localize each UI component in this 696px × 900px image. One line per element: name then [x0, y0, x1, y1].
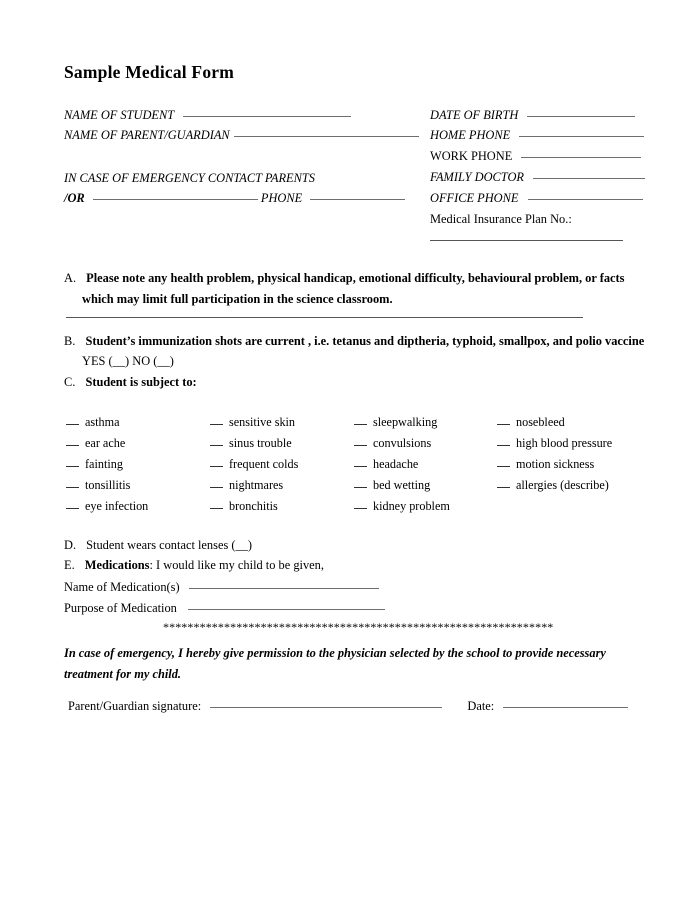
section-d-text[interactable]: Student wears contact lenses (__) [86, 538, 253, 552]
checkbox-blank[interactable] [66, 424, 79, 425]
checkbox-blank[interactable] [497, 466, 510, 467]
field-or-phone [64, 191, 405, 205]
checkbox-blank[interactable] [354, 487, 367, 488]
work-phone-input-line[interactable] [521, 157, 641, 158]
phone-input-line[interactable] [310, 199, 405, 200]
date-of-birth-input-line[interactable] [527, 116, 635, 117]
section-a-marker: A. [64, 271, 77, 285]
checkbox-blank[interactable] [210, 508, 223, 509]
checkbox-blank[interactable] [210, 487, 223, 488]
signature-input-line[interactable] [210, 707, 442, 708]
list-item-label: sleepwalking [373, 415, 438, 429]
checkbox-blank[interactable] [354, 466, 367, 467]
list-item[interactable] [354, 436, 431, 451]
list-item[interactable] [497, 436, 612, 451]
section-c-marker: C. [64, 375, 76, 389]
list-item[interactable] [354, 415, 437, 430]
section-e-bold-label: Medications [84, 558, 150, 572]
phone-label: PHONE [260, 191, 303, 205]
list-item[interactable] [66, 436, 125, 451]
list-item-label: sinus trouble [229, 436, 292, 450]
list-item[interactable] [66, 415, 120, 430]
list-item-label: high blood pressure [516, 436, 613, 450]
section-c-text: Student is subject to: [85, 375, 197, 389]
list-item[interactable] [497, 457, 594, 472]
checkbox-blank[interactable] [497, 424, 510, 425]
list-item[interactable] [497, 478, 609, 493]
list-item-label: ear ache [85, 436, 126, 450]
field-work-phone [430, 149, 641, 163]
list-item-label: eye infection [85, 499, 149, 513]
list-item[interactable] [354, 499, 450, 514]
field-label: DATE OF BIRTH [430, 108, 519, 122]
checkbox-blank[interactable] [210, 424, 223, 425]
home-phone-input-line[interactable] [519, 136, 644, 137]
list-item-label: bed wetting [373, 478, 431, 492]
section-e [64, 558, 324, 572]
list-item-label: kidney problem [373, 499, 450, 513]
section-b-marker: B. [64, 334, 76, 348]
section-e-text: : I would like my child to be given, [149, 558, 324, 572]
checkbox-blank[interactable] [66, 487, 79, 488]
field-label: NAME OF STUDENT [64, 108, 174, 122]
section-b-answer[interactable]: YES (__) NO (__) [82, 354, 174, 368]
field-home-phone [430, 128, 644, 142]
list-item-label: allergies (describe) [516, 478, 609, 492]
list-item[interactable] [210, 436, 292, 451]
section-d-marker: D. [64, 538, 77, 552]
section-b [64, 334, 644, 348]
checkbox-blank[interactable] [66, 466, 79, 467]
checkbox-blank[interactable] [354, 424, 367, 425]
checkbox-blank[interactable] [497, 487, 510, 488]
field-insurance-label: Medical Insurance Plan No.: [430, 212, 572, 226]
or-contact-input-line[interactable] [93, 199, 258, 200]
office-phone-input-line[interactable] [528, 199, 643, 200]
list-item[interactable] [354, 478, 430, 493]
list-item-label: nosebleed [516, 415, 565, 429]
section-a [64, 271, 624, 285]
list-item-label: headache [373, 457, 419, 471]
page-title: Sample Medical Form [64, 62, 235, 82]
list-item[interactable] [497, 415, 565, 430]
checkbox-blank[interactable] [66, 445, 79, 446]
checkbox-blank[interactable] [354, 508, 367, 509]
medication-purpose-label: Purpose of Medication [64, 601, 177, 615]
section-c [64, 375, 197, 389]
list-item-label: nightmares [229, 478, 284, 492]
list-item-label: motion sickness [516, 457, 595, 471]
list-item-label: convulsions [373, 436, 432, 450]
checkbox-blank[interactable] [210, 466, 223, 467]
signature-label: Parent/Guardian signature: [68, 699, 202, 713]
list-item[interactable] [210, 415, 295, 430]
medication-name-input-line[interactable] [189, 588, 379, 589]
list-item[interactable] [210, 499, 278, 514]
field-date-of-birth [430, 108, 635, 122]
list-item[interactable] [210, 478, 283, 493]
checkbox-blank[interactable] [497, 445, 510, 446]
field-medication-name [64, 580, 379, 594]
family-doctor-input-line[interactable] [533, 178, 645, 179]
list-item[interactable] [66, 457, 123, 472]
permission-statement: In case of emergency, I hereby give permission to the physician selected by the school to provide necessary treatment for my child. [64, 646, 606, 681]
section-d [64, 538, 252, 552]
section-a-line2: which may limit full participation in the science classroom. [82, 292, 393, 306]
field-family-doctor [430, 170, 645, 184]
name-of-student-input-line[interactable] [183, 116, 351, 117]
name-of-parent-input-line[interactable] [234, 136, 419, 137]
medication-name-label: Name of Medication(s) [64, 580, 180, 594]
checkbox-blank[interactable] [210, 445, 223, 446]
section-e-marker: E. [64, 558, 75, 572]
list-item[interactable] [210, 457, 298, 472]
list-item-label: bronchitis [229, 499, 278, 513]
field-medication-purpose [64, 601, 385, 615]
list-item[interactable] [66, 478, 130, 493]
emergency-contact-heading: IN CASE OF EMERGENCY CONTACT PARENTS [64, 171, 315, 185]
date-label: Date: [467, 699, 495, 713]
field-name-of-parent-guardian [64, 128, 419, 142]
field-label: NAME OF PARENT/GUARDIAN [64, 128, 230, 142]
list-item[interactable] [66, 499, 148, 514]
field-label: WORK PHONE [430, 149, 513, 163]
asterisk-divider: **************************************************************** [163, 620, 554, 634]
or-label: /OR [64, 191, 85, 205]
list-item-label: sensitive skin [229, 415, 296, 429]
list-item-label: asthma [85, 415, 120, 429]
section-b-text: Student’s immunization shots are current , i.e. tetanus and diptheria, typhoid, smallpox, and polio vaccine [85, 334, 645, 348]
medication-purpose-input-line[interactable] [188, 609, 385, 610]
section-a-line1: Please note any health problem, physical handicap, emotional difficulty, behavioural problem, or facts [86, 271, 625, 285]
checkbox-blank[interactable] [354, 445, 367, 446]
list-item-label: frequent colds [229, 457, 299, 471]
field-name-of-student [64, 108, 351, 122]
field-label: FAMILY DOCTOR [430, 170, 524, 184]
field-label: HOME PHONE [430, 128, 511, 142]
section-a-answer-line[interactable] [66, 317, 583, 318]
list-item[interactable] [354, 457, 418, 472]
insurance-input-line[interactable] [430, 240, 623, 241]
list-item-label: fainting [85, 457, 123, 471]
checkbox-blank[interactable] [66, 508, 79, 509]
field-office-phone [430, 191, 643, 205]
field-label: OFFICE PHONE [430, 191, 519, 205]
date-input-line[interactable] [503, 707, 628, 708]
signature-row [68, 699, 628, 713]
list-item-label: tonsillitis [85, 478, 131, 492]
